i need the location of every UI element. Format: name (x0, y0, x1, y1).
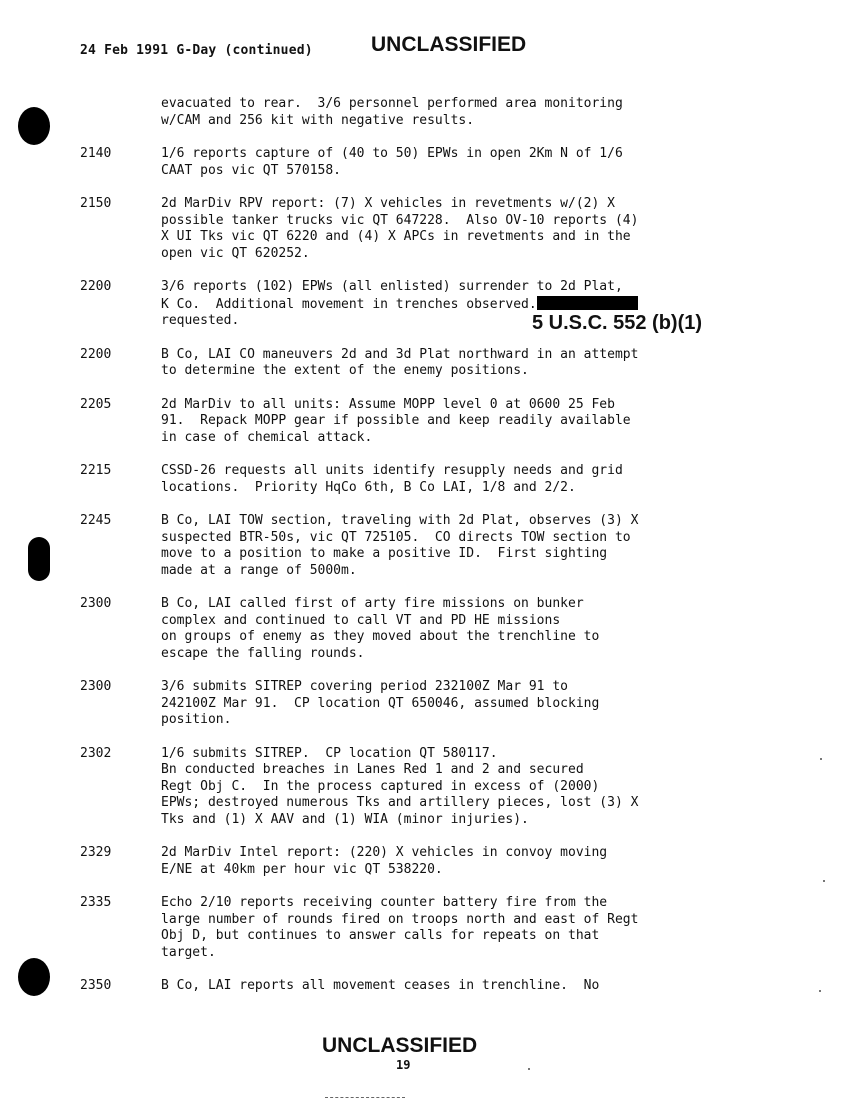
punch-hole-top (18, 107, 50, 145)
entry-text (161, 196, 638, 262)
entry-line: B Co, LAI called first of arty fire missions on bunker (161, 596, 584, 611)
entry-line: E/NE at 40km per hour vic QT 538220. (161, 861, 443, 877)
entry-text (161, 397, 631, 447)
entry-line: escape the falling rounds. (161, 645, 365, 661)
entry-line: open vic QT 620252. (161, 245, 310, 261)
log-entry (80, 746, 780, 829)
entry-time: 2200 (80, 346, 112, 362)
entry-line: 2d MarDiv Intel report: (220) X vehicles in convoy moving (161, 845, 608, 860)
log-entry (80, 596, 780, 662)
entry-time: 2200 (80, 279, 112, 294)
log-entry (80, 513, 780, 579)
entry-line-text: K Co. Additional movement in trenches observed. (161, 296, 537, 312)
entry-line: in case of chemical attack. (161, 429, 373, 445)
entry-line: target. (161, 944, 216, 960)
entry-line: 1/6 reports capture of (40 to 50) EPWs in open 2Km N of 1/6 (161, 146, 623, 161)
entry-line: 1/6 submits SITREP. CP location QT 580117. (161, 745, 498, 761)
entry-line: Echo 2/10 reports receiving counter battery fire from the (161, 895, 608, 910)
page-number: 19 (396, 1058, 411, 1072)
log-entry (80, 96, 780, 129)
entry-line: 2d MarDiv to all units: Assume MOPP level 0 at 0600 25 Feb (161, 396, 615, 412)
entry-line: Obj D, but continues to answer calls for repeats on that (161, 928, 600, 943)
entry-line: 3/6 reports (102) EPWs (all enlisted) surrender to 2d Plat, (161, 279, 623, 294)
entry-time: 2350 (80, 978, 112, 993)
entry-line: locations. Priority HqCo 6th, B Co LAI, 1/8 and 2/2. (161, 479, 576, 495)
entry-line: B Co, LAI reports all movement ceases in trenchline. No (161, 978, 600, 993)
entry-line: made at a range of 5000m. (161, 562, 357, 578)
entry-text (161, 845, 607, 878)
entry-line: on groups of enemy as they moved about the trenchline to (161, 629, 600, 644)
entry-line: possible tanker trucks vic QT 647228. Also OV-10 reports (4) (161, 212, 639, 228)
header-date-line: 24 Feb 1991 G-Day (continued) (80, 43, 313, 58)
log-entry (80, 895, 780, 961)
entry-line: requested. (161, 313, 240, 328)
entry-line: suspected BTR-50s, vic QT 725105. CO directs TOW section to (161, 529, 631, 545)
entry-time: 2215 (80, 463, 112, 478)
log-entry (80, 196, 780, 262)
entry-line: 3/6 submits SITREP covering period 232100Z Mar 91 to (161, 679, 568, 694)
footer-classification: UNCLASSIFIED (322, 1034, 478, 1057)
punch-hole-bottom (18, 958, 50, 996)
entry-text (161, 146, 623, 179)
punch-hole-middle (28, 537, 50, 581)
entry-text (161, 895, 638, 961)
entry-line: Tks and (1) X AAV and (1) WIA (minor injuries). (161, 811, 529, 827)
entry-line: to determine the extent of the enemy positions. (161, 363, 529, 378)
scan-speck (823, 880, 825, 882)
entry-time: 2302 (80, 745, 112, 761)
log-entry (80, 397, 780, 447)
log-entry (80, 463, 780, 496)
entry-line: move to a position to make a positive ID. First sighting (161, 546, 608, 561)
entry-line: evacuated to rear. 3/6 personnel performed area monitoring (161, 96, 623, 111)
entry-line: complex and continued to call VT and PD HE missions (161, 612, 561, 628)
entry-time: 2335 (80, 895, 112, 910)
entry-time: 2329 (80, 845, 112, 860)
entry-text (161, 347, 638, 380)
entry-text (161, 596, 599, 662)
entry-text (161, 746, 638, 829)
entry-line: 91. Repack MOPP gear if possible and keep readily available (161, 413, 631, 428)
entry-line: CSSD-26 requests all units identify resupply needs and grid (161, 463, 623, 478)
log-entry (80, 845, 780, 878)
entry-time (80, 96, 161, 129)
header-classification: UNCLASSIFIED (371, 33, 527, 56)
entry-time: 2245 (80, 513, 112, 528)
log-entry (80, 679, 780, 729)
entry-line: CAAT pos vic QT 570158. (161, 162, 342, 178)
scan-speck (528, 1068, 530, 1070)
entry-line: B Co, LAI TOW section, traveling with 2d Plat, observes (3) X (161, 513, 639, 528)
entry-time: 2300 (80, 679, 112, 694)
entry-line: 2d MarDiv RPV report: (7) X vehicles in revetments w/(2) X (161, 196, 615, 211)
entry-line: position. (161, 712, 232, 727)
entry-text (161, 679, 599, 729)
entry-time: 2140 (80, 146, 112, 161)
log-entry (80, 347, 780, 380)
foia-exemption-stamp: 5 U.S.C. 552 (b)(1) (532, 312, 703, 334)
entry-line: Bn conducted breaches in Lanes Red 1 and 2 and secured (161, 762, 584, 777)
entry-time: 2150 (80, 196, 112, 211)
entry-text (161, 978, 599, 995)
scan-speck (820, 758, 822, 760)
entry-line: 242100Z Mar 91. CP location QT 650046, assumed blocking (161, 695, 600, 711)
entry-line: X UI Tks vic QT 6220 and (4) X APCs in revetments and in the (161, 229, 631, 244)
log-entry (80, 978, 780, 995)
entry-line: w/CAM and 256 kit with negative results. (161, 112, 475, 128)
entry-line: Regt Obj C. In the process captured in excess of (2000) (161, 778, 600, 794)
entry-line (161, 296, 638, 314)
redaction-bar (537, 296, 638, 310)
log-entries (80, 96, 780, 1012)
scan-artifact-rule (325, 1097, 405, 1098)
entry-line: large number of rounds fired on troops north and east of Regt (161, 911, 639, 927)
entry-time: 2205 (80, 396, 112, 412)
scan-speck (819, 990, 821, 992)
entry-text (161, 463, 623, 496)
log-entry (80, 146, 780, 179)
entry-line: EPWs; destroyed numerous Tks and artillery pieces, lost (3) X (161, 795, 639, 810)
entry-line: B Co, LAI CO maneuvers 2d and 3d Plat northward in an attempt (161, 346, 639, 362)
entry-time: 2300 (80, 596, 112, 611)
entry-text (161, 96, 623, 129)
entry-text (161, 513, 638, 579)
